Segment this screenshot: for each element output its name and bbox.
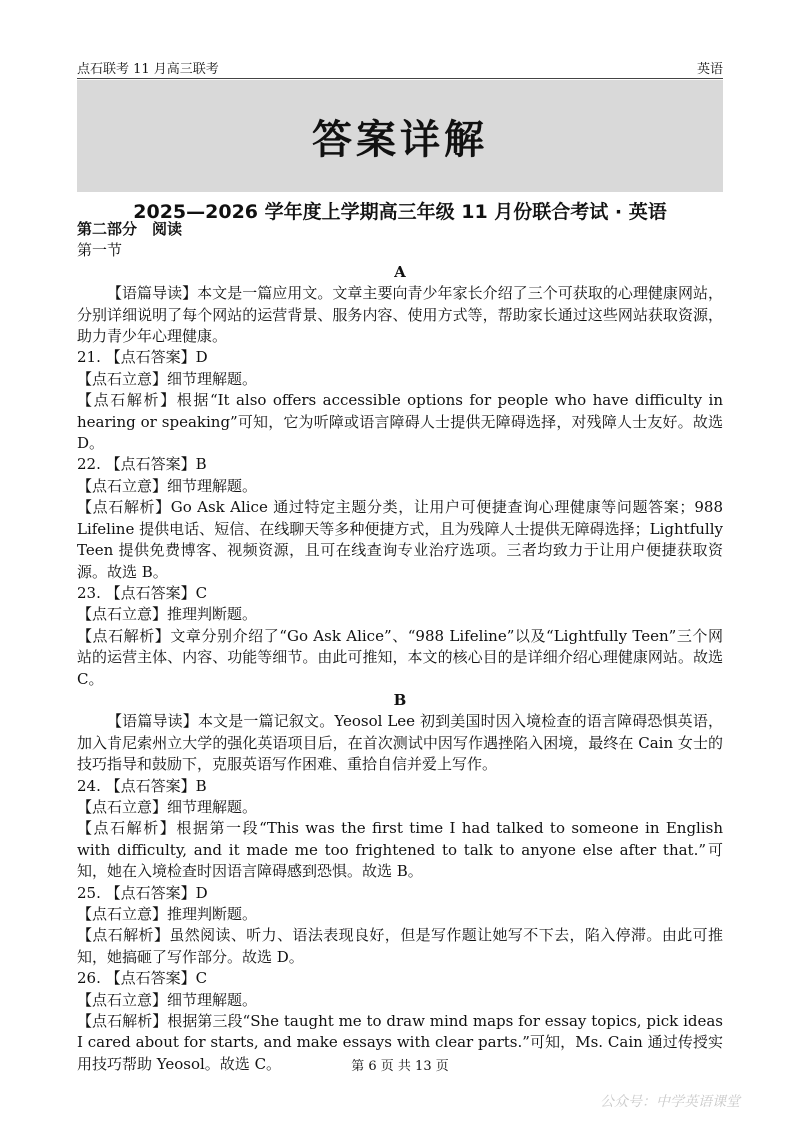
running-header <box>77 58 723 79</box>
q24-answer: 24. 【点石答案】B <box>77 776 207 795</box>
part-heading: 第二部分 阅读 <box>77 220 183 238</box>
q23-answer: 23. 【点石答案】C <box>77 583 208 602</box>
watermark: 公众号：中学英语课堂 <box>600 1094 740 1110</box>
q21-analysis: 【点石解析】根据“It also offers accessible options for people who have difficulty in hearing or speaking”可知，它为听障或语言障碍人士提供无障碍选择，对残障人士友好。故选 D。 <box>77 391 723 453</box>
passage-a-intro: 【语篇导读】本文是一篇应用文。文章主要向青少年家长介绍了三个可获取的心理健康网站，分别详细说明了每个网站的运营背景、服务内容、使用方式等，帮助家长通过这些网站获取资源，助力青少年心理健康。 <box>77 284 723 346</box>
q25-analysis: 【点石解析】虽然阅读、听力、语法表现良好，但是写作题让她写不下去，陷入停滞。由此可推知，她搞砸了写作部分。故选 D。 <box>77 926 723 966</box>
passage-a-letter: A <box>394 262 406 281</box>
page-footer: 第 6 页 共 13 页 <box>351 1059 449 1074</box>
answer-content <box>77 219 723 1075</box>
q24-type: 【点石立意】细节理解题。 <box>77 797 258 816</box>
banner-title: 答案详解 <box>312 115 488 163</box>
q23-type: 【点石立意】推理判断题。 <box>77 605 258 624</box>
header-left: 点石联考 11 月高三联考 <box>77 62 219 77</box>
q26-analysis: 【点石解析】根据第三段“She taught me to draw mind maps for essay topics, pick ideas I cared about for starts, and make essays with clear parts.”可知，Ms. Cain 通过传授实用技巧帮助 Yeosol。故选 C。 <box>77 1012 723 1073</box>
q24-analysis: 【点石解析】根据第一段“This was the first time I had talked to someone in English with difficulty, and it made me too frightened to talk to anyone else after that.”可知，她在入境检查时因语言障碍感到恐惧。故选 B。 <box>77 819 723 881</box>
q22-answer: 22. 【点石答案】B <box>77 455 207 474</box>
q26-answer: 26. 【点石答案】C <box>77 969 208 988</box>
q22-type: 【点石立意】细节理解题。 <box>77 476 258 495</box>
q22-analysis: 【点石解析】Go Ask Alice 通过特定主题分类，让用户可便捷查询心理健康等问题答案；988 Lifeline 提供电话、短信、在线聊天等多种便捷方式，且为残障人士提供无障碍选择；Lightfully Teen 提供免费博客、视频资源，且可在线查询专业治疗选项。三者均致力于让用户便捷获取资源。故选 B。 <box>77 498 723 581</box>
passage-b-intro: 【语篇导读】本文是一篇记叙文。Yeosol Lee 初到美国时因入境检查的语言障碍恐惧英语，加入肯尼索州立大学的强化英语项目后，在首次测试中因写作遇挫陷入困境，最终在 Cain 女士的技巧指导和鼓励下，克服英语写作困难、重拾自信并爱上写作。 <box>77 712 723 774</box>
q21-type: 【点石立意】细节理解题。 <box>77 369 258 388</box>
passage-b-letter: B <box>393 690 407 709</box>
section-heading: 第一节 <box>77 241 123 260</box>
header-right: 英语 <box>696 62 723 77</box>
q26-type: 【点石立意】细节理解题。 <box>77 990 258 1009</box>
q23-analysis: 【点石解析】文章分别介绍了“Go Ask Alice”、“988 Lifeline”以及“Lightfully Teen”三个网站的运营主体、内容、功能等细节。由此可推知，本文的核心目的是详细介绍心理健康网站。故选 C。 <box>77 626 723 688</box>
q25-type: 【点石立意】推理判断题。 <box>77 905 258 923</box>
q25-answer: 25. 【点石答案】D <box>77 883 208 902</box>
q21-answer: 21. 【点石答案】D <box>77 348 208 367</box>
exam-title: 2025—2026 学年度上学期高三年级 11 月份联合考试 · 英语 <box>133 201 667 223</box>
title-banner <box>77 80 723 192</box>
